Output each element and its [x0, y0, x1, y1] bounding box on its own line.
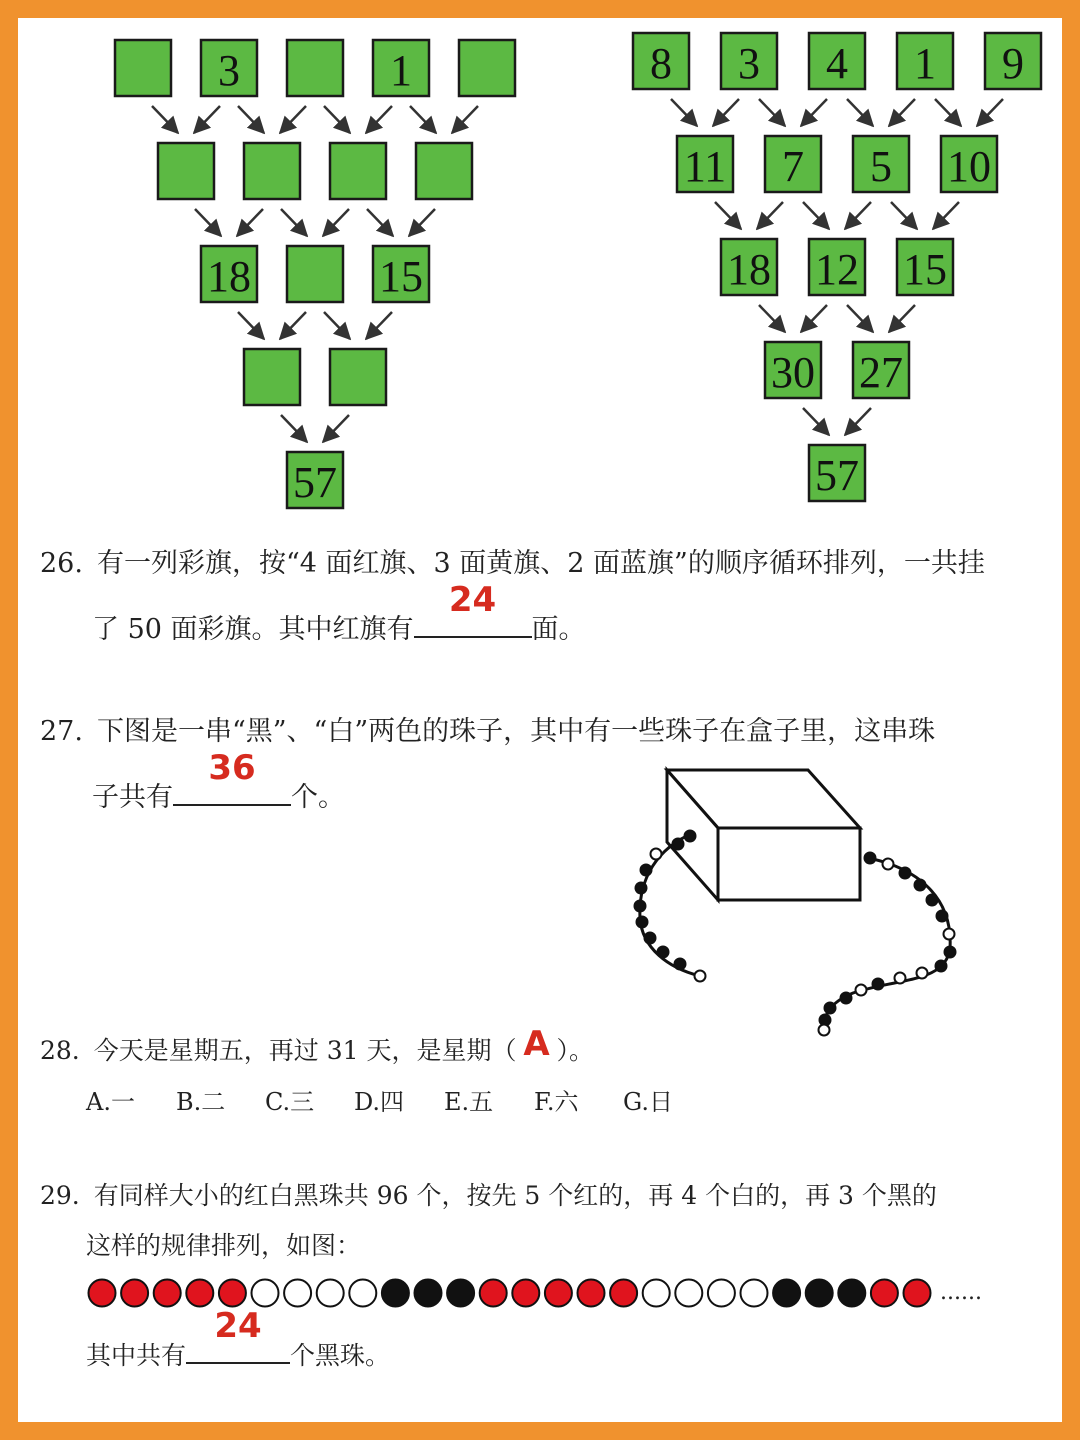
arrow-icon	[933, 202, 959, 229]
bead-pattern-row	[89, 1280, 931, 1307]
answer-blank[interactable]	[414, 580, 532, 638]
bead-red	[904, 1280, 931, 1307]
box-number: 7	[782, 141, 804, 191]
arrow-icon	[845, 202, 871, 229]
box-number: 12	[815, 244, 859, 294]
bead-red	[186, 1280, 213, 1307]
bead-red	[610, 1280, 637, 1307]
left-box-r4-c0	[287, 452, 343, 508]
bead	[651, 849, 662, 860]
arrow-icon	[324, 106, 350, 133]
left-box-r0-c2[interactable]	[287, 40, 343, 96]
box-number: 15	[903, 244, 947, 294]
bead-black	[415, 1280, 442, 1307]
bead	[658, 947, 669, 958]
left-box-r1-c3[interactable]	[416, 143, 472, 199]
arrow-icon	[195, 209, 221, 236]
arrow-icon	[935, 99, 961, 126]
box-number: 30	[771, 347, 815, 397]
option-f[interactable]: F.六	[534, 1088, 579, 1116]
bead	[819, 1025, 830, 1036]
bead-red	[480, 1280, 507, 1307]
bead	[645, 933, 656, 944]
box-number: 10	[947, 141, 991, 191]
answer-text: 24	[448, 580, 497, 620]
bead	[675, 959, 686, 970]
bead-white	[317, 1280, 344, 1307]
question-26-line2	[92, 580, 586, 658]
arrow-icon	[891, 202, 917, 229]
answer-blank[interactable]	[173, 748, 291, 806]
question-text: 面。	[531, 614, 586, 645]
option-c[interactable]: C.三	[265, 1088, 315, 1116]
pyramid-right	[633, 33, 1041, 501]
bead-black	[382, 1280, 409, 1307]
right-box-r1-c2	[853, 136, 909, 192]
bead	[945, 947, 956, 958]
box-front	[718, 828, 860, 900]
arrow-icon	[366, 106, 392, 133]
question-29-line2	[86, 1218, 361, 1274]
answer-text[interactable]: A	[523, 1024, 550, 1064]
bead	[917, 968, 928, 979]
arrow-icon	[238, 312, 264, 339]
question-text: 了 50 面彩旗。其中红旗有	[92, 614, 414, 645]
right-box-r2-c0	[721, 239, 777, 295]
question-text: ）。	[556, 1036, 594, 1065]
bead-red	[545, 1280, 572, 1307]
bead	[915, 880, 926, 891]
worksheet-page	[18, 18, 1062, 1422]
bead-box-figure	[635, 770, 956, 1036]
bead	[944, 929, 955, 940]
bead	[841, 993, 852, 1004]
right-box-r1-c1	[765, 136, 821, 192]
arrow-icon	[713, 99, 739, 126]
question-text: 有同样大小的红白黑珠共 96 个，按先 5 个红的，再 4 个白的，再 3 个黑的	[93, 1181, 937, 1210]
arrow-icon	[281, 209, 307, 236]
bead-white	[741, 1280, 768, 1307]
box-number: 27	[859, 347, 903, 397]
left-box-r0-c1	[201, 40, 257, 96]
bead-red	[578, 1280, 605, 1307]
option-d[interactable]: D.四	[354, 1088, 405, 1116]
bead-white	[643, 1280, 670, 1307]
question-29	[40, 1168, 937, 1224]
left-box-r0-c4[interactable]	[459, 40, 515, 96]
arrow-icon	[281, 415, 307, 442]
arrow-icon	[803, 408, 829, 435]
right-box-r2-c1	[809, 239, 865, 295]
answer-text: 24	[214, 1306, 262, 1346]
bead	[927, 895, 938, 906]
left-box-r2-c0	[201, 246, 257, 302]
bead-white	[284, 1280, 311, 1307]
arrow-icon	[889, 305, 915, 332]
arrow-icon	[977, 99, 1003, 126]
option-a[interactable]: A.一	[86, 1088, 135, 1116]
left-box-r0-c0[interactable]	[115, 40, 171, 96]
bead-red	[512, 1280, 539, 1307]
option-b[interactable]: B.二	[176, 1088, 226, 1116]
arrow-icon	[323, 209, 349, 236]
box-number: 8	[650, 38, 672, 88]
arrow-icon	[715, 202, 741, 229]
arrow-icon	[366, 312, 392, 339]
arrow-icon	[280, 106, 306, 133]
left-box-r1-c0[interactable]	[158, 143, 214, 199]
arrow-icon	[801, 305, 827, 332]
bead	[873, 979, 884, 990]
right-box-r0-c4	[985, 33, 1041, 89]
box-number: 3	[738, 38, 760, 88]
bead	[636, 883, 647, 894]
arrow-icon	[238, 106, 264, 133]
bead	[900, 868, 911, 879]
box-number: 1	[390, 45, 412, 95]
right-box-r3-c0	[765, 342, 821, 398]
left-box-r2-c2	[373, 246, 429, 302]
bead	[936, 961, 947, 972]
arrow-icon	[280, 312, 306, 339]
arrow-icon	[237, 209, 263, 236]
box-number: 18	[727, 244, 771, 294]
bead	[695, 971, 706, 982]
question-number: 29.	[40, 1181, 80, 1210]
box-number: 1	[914, 38, 936, 88]
right-box-r2-c2	[897, 239, 953, 295]
question-number: 28.	[40, 1036, 80, 1065]
arrow-icon	[803, 202, 829, 229]
box-number: 57	[293, 457, 337, 507]
question-text: 这样的规律排列，如图：	[86, 1231, 362, 1260]
bead	[637, 917, 648, 928]
arrow-icon	[847, 305, 873, 332]
bead-black	[806, 1280, 833, 1307]
answer-text: 36	[208, 748, 256, 788]
option-g[interactable]: G.日	[623, 1088, 673, 1116]
arrow-icon	[409, 209, 435, 236]
arrow-icon	[367, 209, 393, 236]
question-text: 个黑珠。	[290, 1341, 391, 1370]
question-text: 个。	[291, 782, 345, 813]
arrow-icon	[845, 408, 871, 435]
arrow-icon	[152, 106, 178, 133]
arrow-icon	[671, 99, 697, 126]
bead	[685, 831, 696, 842]
bead-red	[871, 1280, 898, 1307]
question-text: 有一列彩旗，按“4 面红旗、3 面黄旗、2 面蓝旗”的顺序循环排列，一共挂	[96, 548, 985, 579]
question-27-line2	[92, 748, 345, 826]
box-number: 4	[826, 38, 848, 88]
arrow-icon	[801, 99, 827, 126]
bead-red	[89, 1280, 116, 1307]
right-box-r0-c2	[809, 33, 865, 89]
bead	[865, 853, 876, 864]
bead-red	[219, 1280, 246, 1307]
arrow-icon	[410, 106, 436, 133]
arrow-icon	[757, 202, 783, 229]
bead	[856, 985, 867, 996]
arrow-icon	[194, 106, 220, 133]
right-box-r1-c0	[677, 136, 733, 192]
box-number: 9	[1002, 38, 1024, 88]
bead	[895, 973, 906, 984]
box-number: 57	[815, 450, 859, 500]
option-e[interactable]: E.五	[444, 1088, 494, 1116]
right-box-r4-c0	[809, 445, 865, 501]
box-number: 3	[218, 45, 240, 95]
bead	[673, 839, 684, 850]
bead-white	[349, 1280, 376, 1307]
right-box-r0-c0	[633, 33, 689, 89]
question-29-line3	[86, 1306, 391, 1384]
left-box-r1-c1[interactable]	[244, 143, 300, 199]
question-28	[40, 1020, 594, 1079]
right-box-r0-c1	[721, 33, 777, 89]
box-number: 11	[683, 141, 727, 191]
bead	[825, 1003, 836, 1014]
box-number: 5	[870, 141, 892, 191]
box-number: 18	[207, 251, 251, 301]
arrow-icon	[759, 99, 785, 126]
left-box-r3-c0[interactable]	[244, 349, 300, 405]
question-text: 其中共有	[86, 1341, 187, 1370]
question-text: 子共有	[92, 782, 173, 813]
right-box-r0-c3	[897, 33, 953, 89]
arrow-icon	[324, 312, 350, 339]
question-number: 27.	[40, 716, 83, 747]
left-box-r1-c2[interactable]	[330, 143, 386, 199]
box-number: 15	[379, 251, 423, 301]
bead	[635, 901, 646, 912]
left-box-r3-c1[interactable]	[330, 349, 386, 405]
right-box-r1-c3	[941, 136, 997, 192]
bead-black	[447, 1280, 474, 1307]
bead	[883, 859, 894, 870]
bead-ellipsis: ......	[940, 1280, 982, 1305]
question-text: 下图是一串“黑”、“白”两色的珠子，其中有一些珠子在盒子里，这串珠	[96, 716, 936, 747]
arrow-icon	[452, 106, 478, 133]
arrow-icon	[759, 305, 785, 332]
bead-red	[121, 1280, 148, 1307]
question-number: 26.	[40, 548, 83, 579]
bead-white	[675, 1280, 702, 1307]
arrow-icon	[889, 99, 915, 126]
pyramid-left	[115, 40, 515, 508]
arrow-icon	[847, 99, 873, 126]
bead	[641, 865, 652, 876]
bead-red	[154, 1280, 181, 1307]
right-box-r3-c1	[853, 342, 909, 398]
left-box-r0-c3	[373, 40, 429, 96]
bead-black	[838, 1280, 865, 1307]
bead-white	[708, 1280, 735, 1307]
bead-white	[252, 1280, 279, 1307]
bead-black	[773, 1280, 800, 1307]
bead	[937, 911, 948, 922]
arrow-icon	[323, 415, 349, 442]
left-box-r2-c1[interactable]	[287, 246, 343, 302]
answer-blank[interactable]	[186, 1306, 290, 1364]
question-text: 今天是星期五，再过 31 天，是星期（	[93, 1036, 517, 1065]
